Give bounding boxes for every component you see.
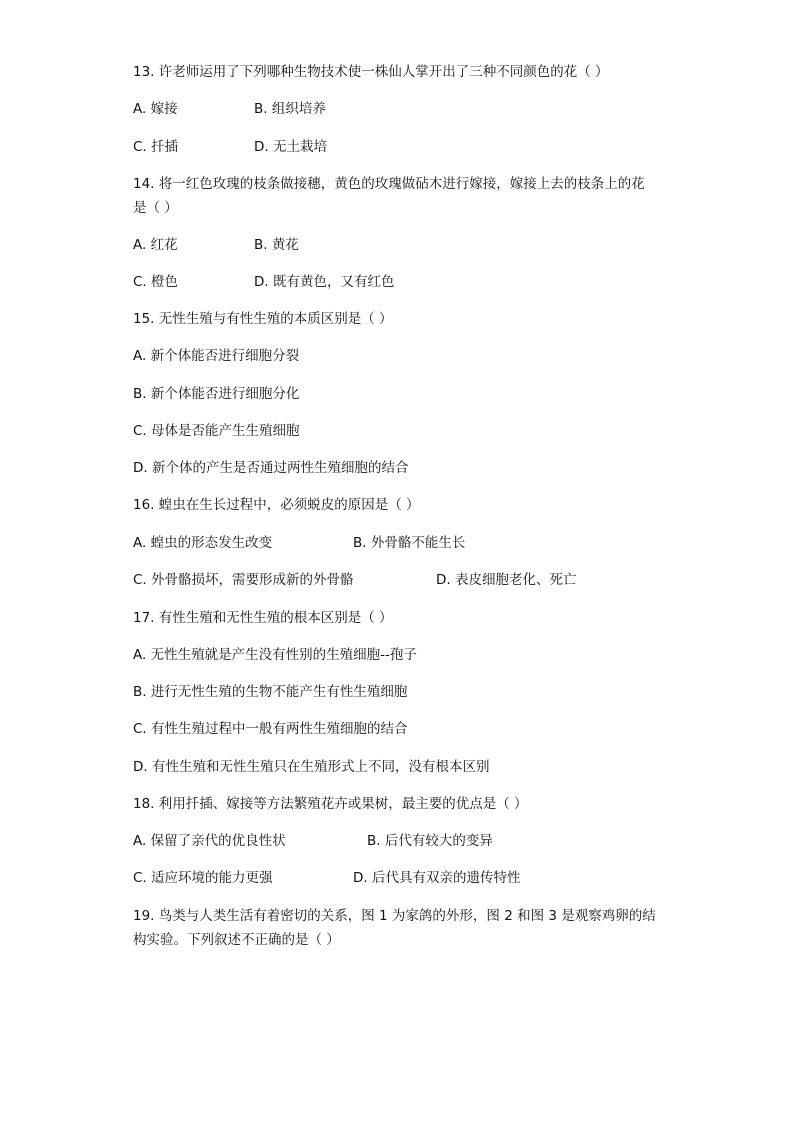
question-14-stem-line-1: 14. 将一红色玫瑰的枝条做接穗，黄色的玫瑰做砧木进行嫁接，嫁接上去的枝条上的花: [133, 176, 645, 192]
question-13-option-b: B. 组织培养: [254, 101, 326, 117]
question-13-option-c: C. 扦插: [133, 139, 179, 155]
question-16-stem: 16. 蝗虫在生长过程中，必须蜕皮的原因是（ ）: [133, 497, 420, 513]
question-14-option-c: C. 橙色: [133, 274, 179, 290]
question-16-option-a: A. 蝗虫的形态发生改变: [133, 535, 273, 551]
question-14-stem-line-2: 是（ ）: [133, 200, 178, 216]
question-16-option-c: C. 外骨骼损坏，需要形成新的外骨骼: [133, 572, 354, 588]
question-17-stem: 17. 有性生殖和无性生殖的根本区别是（ ）: [133, 610, 393, 626]
question-16-option-d: D. 表皮细胞老化、死亡: [436, 572, 577, 588]
question-13-option-a: A. 嫁接: [133, 101, 178, 117]
question-15-option-d: D. 新个体的产生是否通过两性生殖细胞的结合: [133, 460, 409, 476]
question-13-option-d: D. 无土栽培: [254, 139, 327, 155]
question-18-option-d: D. 后代具有双亲的遗传特性: [353, 870, 521, 886]
question-15-option-c: C. 母体是否能产生生殖细胞: [133, 423, 300, 439]
question-19-stem-line-2: 构实验。下列叙述不正确的是（ ）: [133, 932, 340, 948]
question-13-stem: 13. 许老师运用了下列哪种生物技术使一株仙人掌开出了三种不同颜色的花（ ）: [133, 64, 609, 80]
question-18-option-a: A. 保留了亲代的优良性状: [133, 833, 286, 849]
question-17-option-d: D. 有性生殖和无性生殖只在生殖形式上不同，没有根本区别: [133, 759, 490, 775]
question-14-option-b: B. 黄花: [254, 237, 299, 253]
question-16-option-b: B. 外骨骼不能生长: [353, 535, 466, 551]
question-18-stem: 18. 利用扦插、嫁接等方法繁殖花卉或果树，最主要的优点是（ ）: [133, 796, 528, 812]
question-17-option-c: C. 有性生殖过程中一般有两性生殖细胞的结合: [133, 721, 408, 737]
question-15-option-a: A. 新个体能否进行细胞分裂: [133, 348, 300, 364]
question-14-option-a: A. 红花: [133, 237, 178, 253]
question-15-option-b: B. 新个体能否进行细胞分化: [133, 386, 300, 402]
question-14-option-d: D. 既有黄色，又有红色: [254, 274, 395, 290]
question-18-option-c: C. 适应环境的能力更强: [133, 870, 273, 886]
question-19-stem-line-1: 19. 鸟类与人类生活有着密切的关系，图 1 为家鸽的外形，图 2 和图 3 是观察鸡卵的结: [133, 908, 656, 924]
question-17-option-a: A. 无性生殖就是产生没有性别的生殖细胞--孢子: [133, 647, 417, 663]
question-18-option-b: B. 后代有较大的变异: [367, 833, 493, 849]
question-15-stem: 15. 无性生殖与有性生殖的本质区别是（ ）: [133, 311, 393, 327]
question-17-option-b: B. 进行无性生殖的生物不能产生有性生殖细胞: [133, 684, 408, 700]
